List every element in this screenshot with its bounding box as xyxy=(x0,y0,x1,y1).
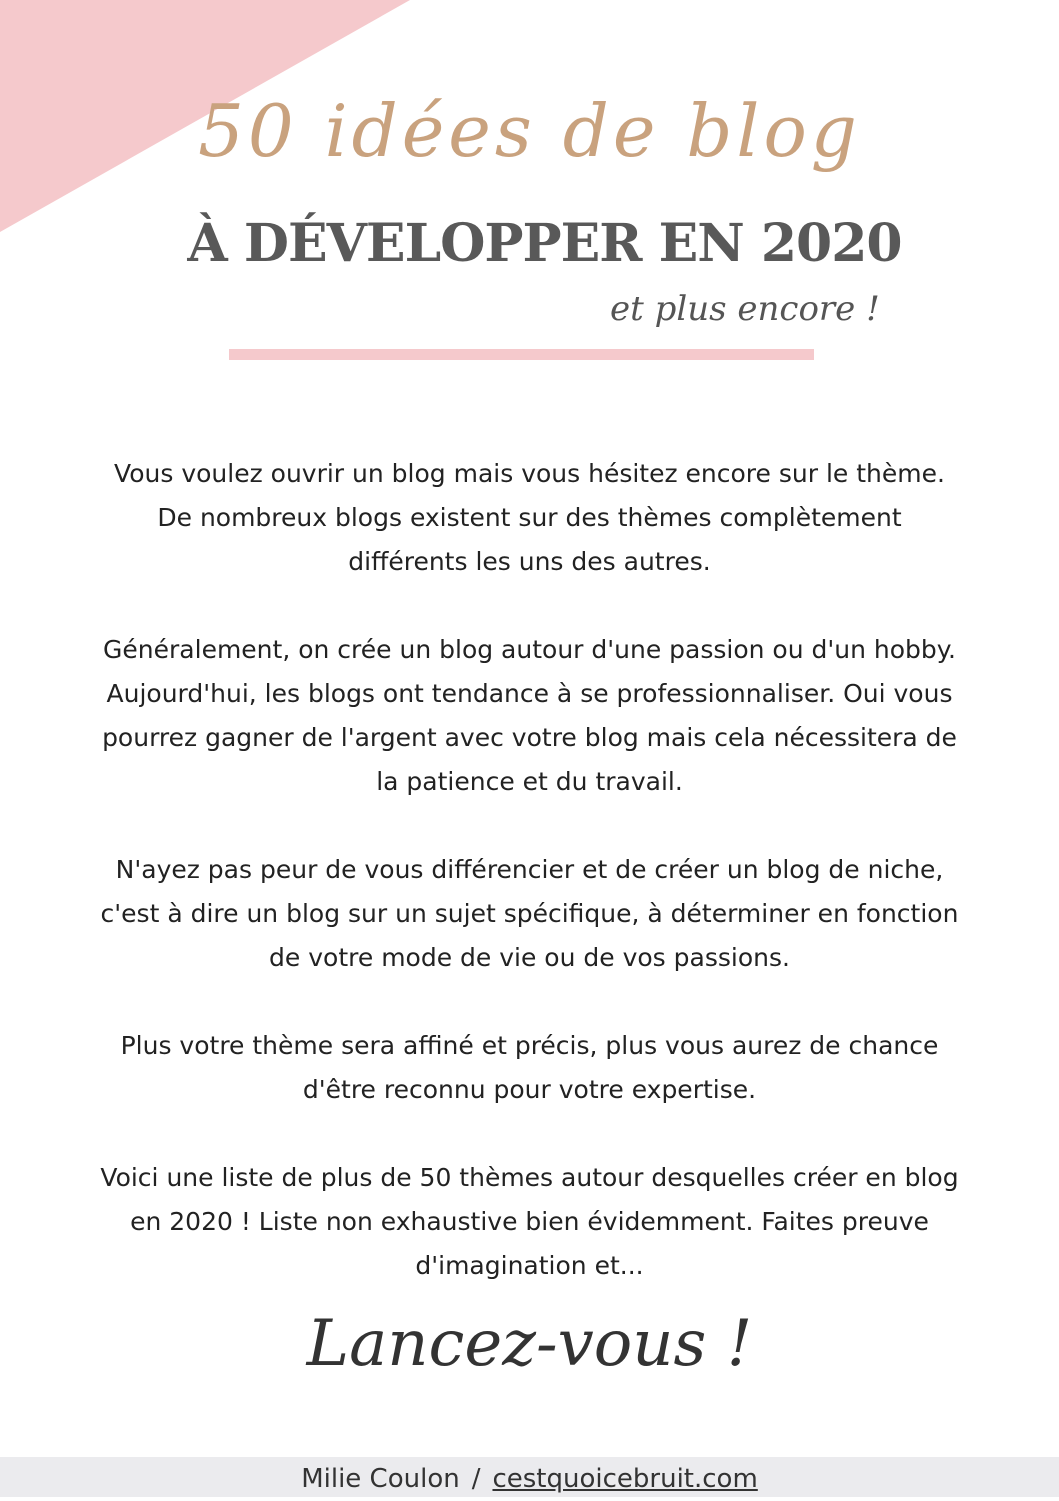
script-title: 50 idées de blog xyxy=(198,89,861,173)
call-to-action-script: Lancez-vous ! xyxy=(306,1307,753,1381)
intro-paragraph: Plus votre thème sera affiné et précis, plus vous aurez de chance d'être reconnu pour votre expertise. xyxy=(120,1031,939,1104)
intro-paragraph: Vous voulez ouvrir un blog mais vous hésitez encore sur le thème. De nombreux blogs existent sur des thèmes complètement différents les uns des autres. xyxy=(114,459,945,576)
page-title: À DÉVELOPPER EN 2020 xyxy=(187,213,902,274)
footer-site-link[interactable]: cestquoicebruit.com xyxy=(492,1464,758,1494)
footer-author: Milie Coulon xyxy=(301,1464,460,1494)
title-underline-bar xyxy=(229,349,814,360)
intro-paragraph: N'ayez pas peur de vous différencier et de créer un blog de niche, c'est à dire un blog sur un sujet spécifique, à déterminer en fonction de votre mode de vie ou de vos passions. xyxy=(100,855,959,972)
intro-paragraph: Généralement, on crée un blog autour d'une passion ou d'un hobby. Aujourd'hui, les blogs ont tendance à se professionnaliser. Oui vous pourrez gagner de l'argent avec votre blog mais cela nécessitera de la patience et du travail. xyxy=(102,635,957,796)
footer-separator: / xyxy=(471,1464,481,1494)
footer-bar xyxy=(0,1457,1059,1497)
intro-paragraph: Voici une liste de plus de 50 thèmes autour desquelles créer en blog en 2020 ! Liste non exhaustive bien évidemment. Faites preuve d'imagination et... xyxy=(100,1163,959,1280)
title-tagline: et plus encore ! xyxy=(610,289,880,329)
intro-text xyxy=(100,452,959,1288)
